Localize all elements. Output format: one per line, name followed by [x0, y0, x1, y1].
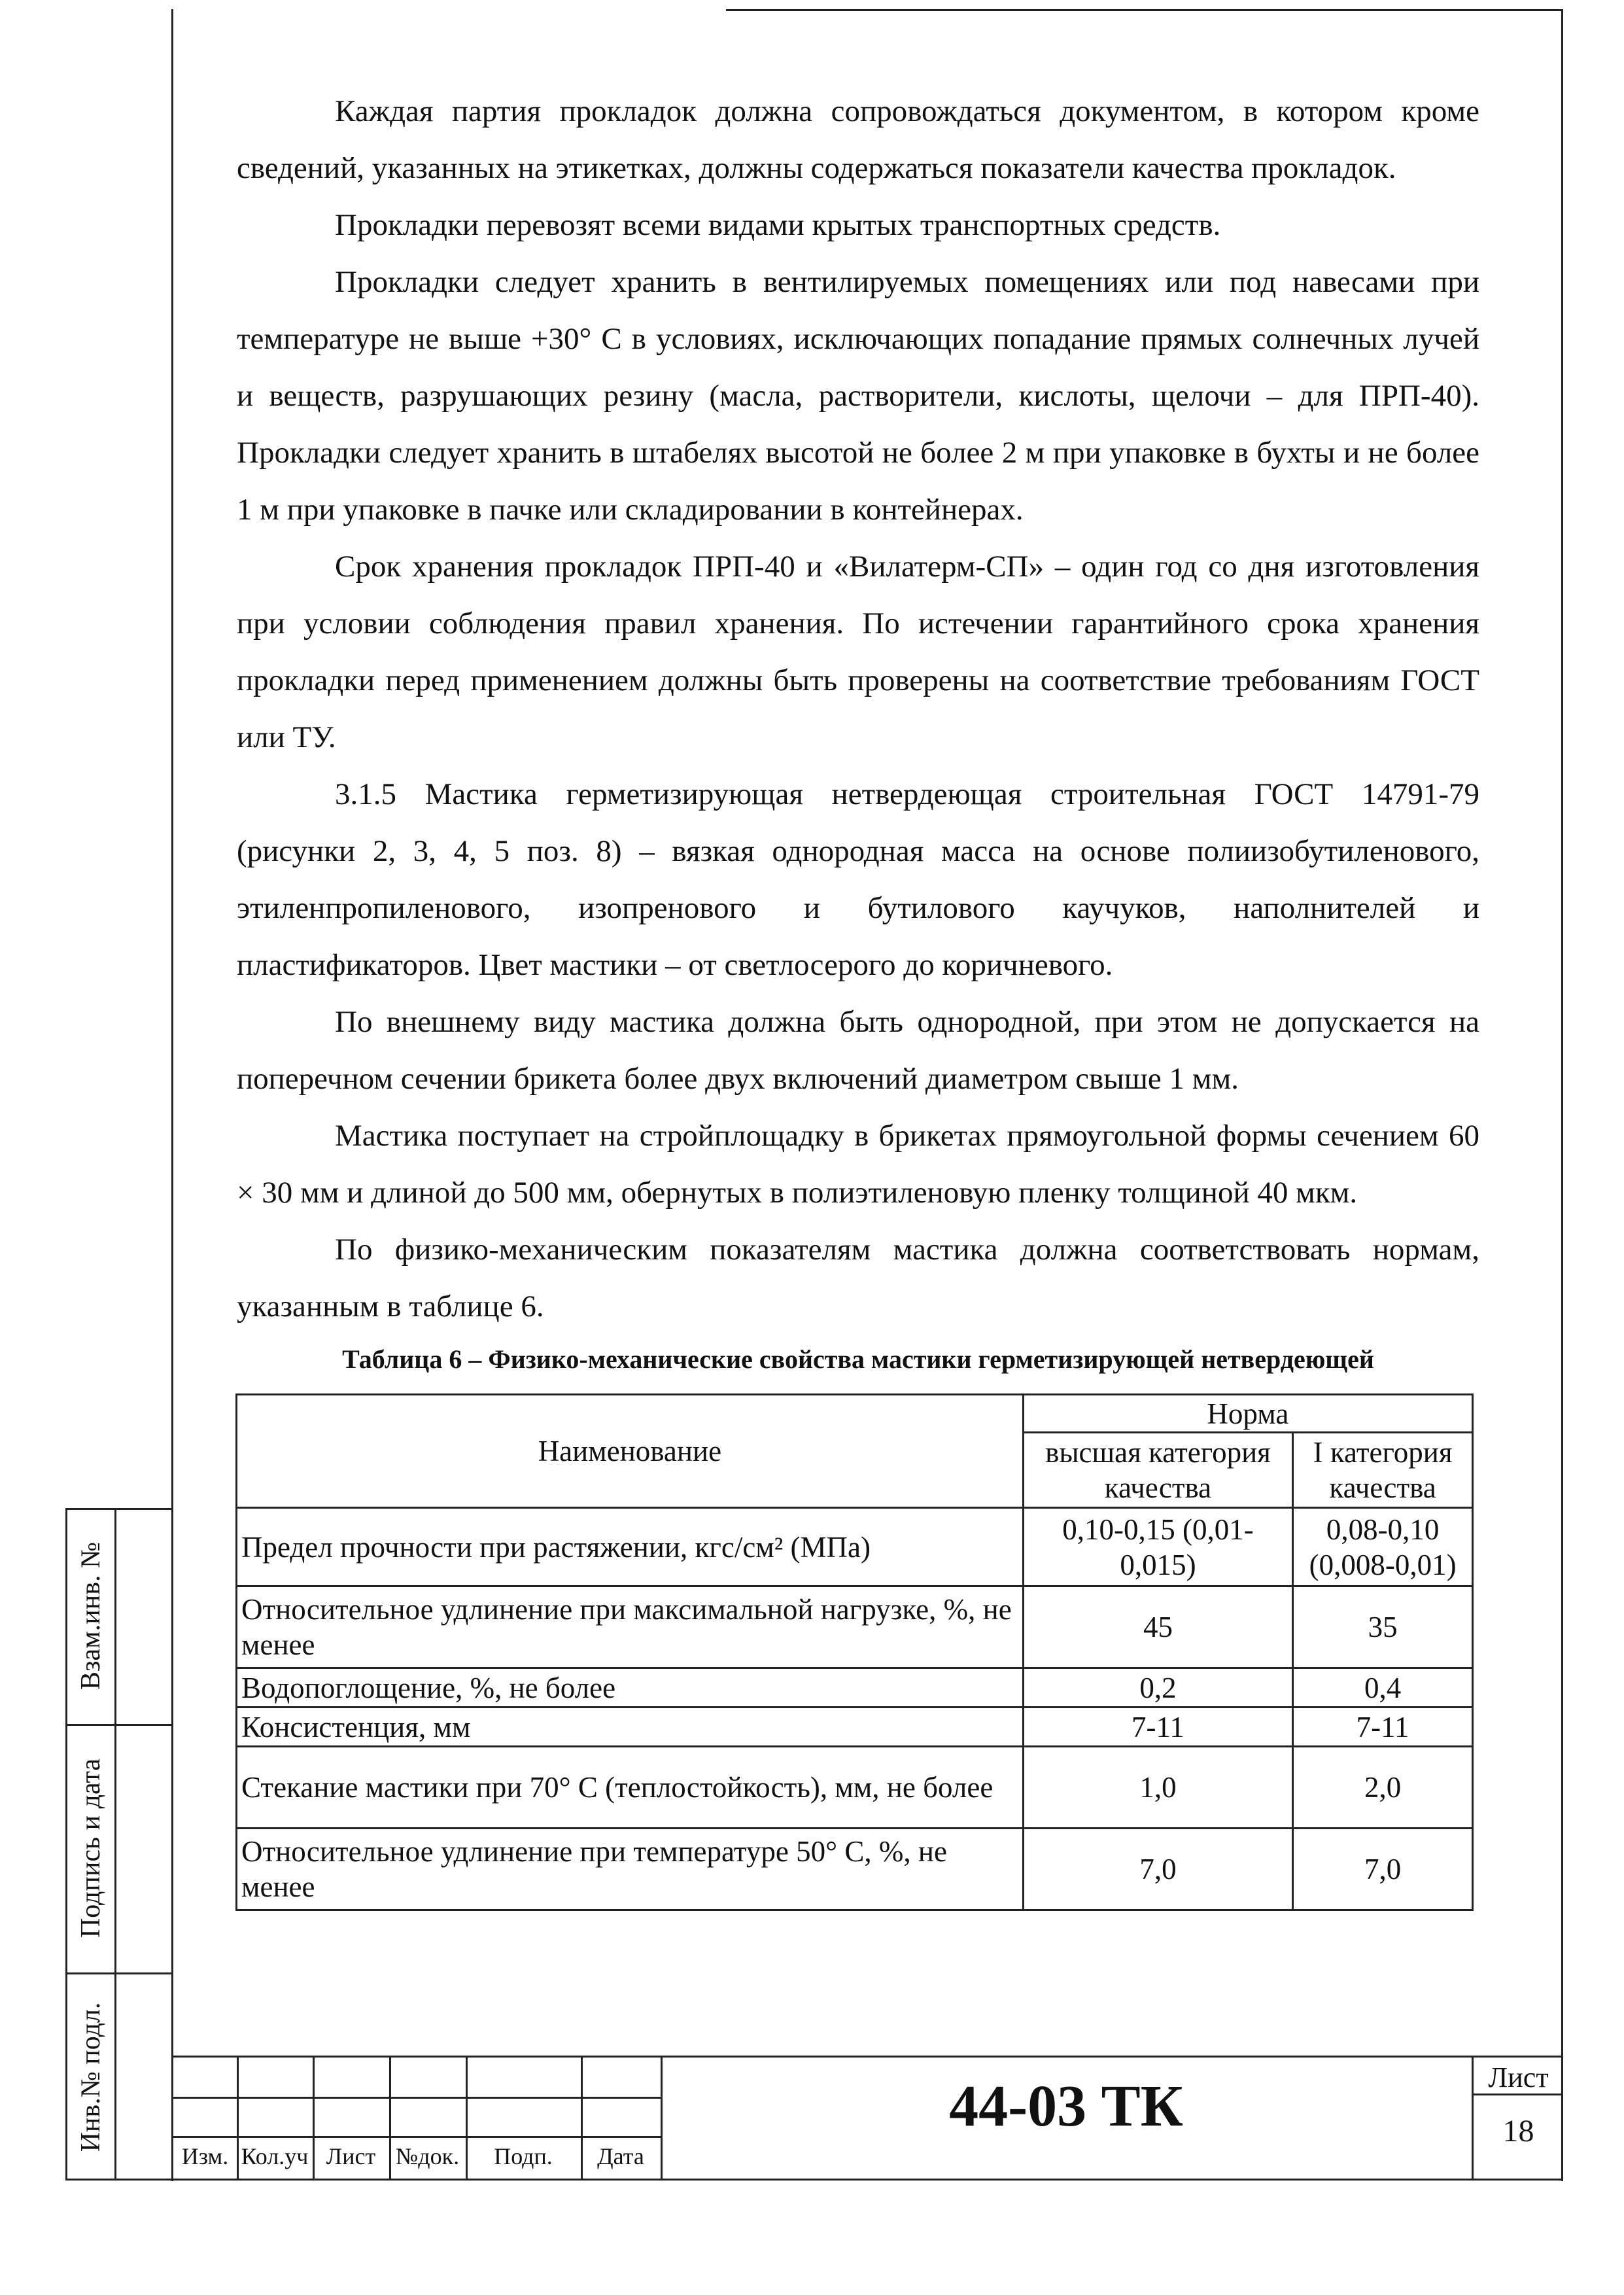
side-box-left: [65, 1508, 67, 2181]
header-norm: Норма: [1023, 1395, 1472, 1433]
stamp-col-podp: Подп.: [494, 2143, 553, 2169]
paragraph: По физико-механическим показателям мастика должна соответствовать нормам, указанным в таблице 6.: [237, 1233, 1479, 1323]
side-label-signature-date: Подпись и дата: [76, 1758, 106, 1938]
table-cell-v2: 0,08-0,10 (0,008-0,01): [1293, 1508, 1473, 1586]
header-name: Наименование: [237, 1395, 1024, 1508]
frame-left-line: [171, 9, 173, 2181]
header-cat-1: I категория качества: [1293, 1433, 1473, 1508]
table-cell-v1: 1,0: [1023, 1747, 1292, 1829]
paragraph: Прокладки следует хранить в вентилируемых помещениях или под навесами при температуре не выше +30° С в условиях, исключающих попадание прямых солнечных лучей и веществ, разрушающих резину (масла, растворители, кислоты, щелочи – для ПРП-40). Прокладки следует хранить в штабелях высотой не более 2 м при упаковке в бухты и не более 1 м при упаковке в пачке или складировании в контейнерах.: [237, 265, 1479, 527]
paragraph: По внешнему виду мастика должна быть однородной, при этом не допускается на поперечном сечении брикета более двух включений диаметром свыше 1 мм.: [237, 1005, 1479, 1096]
stamp-col-izm: Изм.: [181, 2143, 229, 2169]
table-cell-v2: 7,0: [1293, 1829, 1473, 1910]
table-cell-name: Водопоглощение, %, не более: [237, 1668, 1024, 1708]
paragraph: Мастика поступает на стройплощадку в брикетах прямоугольной формы сечением 60 × 30 мм и длиной до 500 мм, обернутых в полиэтиленовую пленку толщиной 40 мкм.: [237, 1119, 1479, 1210]
table-cell-v2: 2,0: [1293, 1747, 1473, 1829]
properties-table: [235, 1393, 1474, 1911]
frame-right-line: [1561, 9, 1563, 2181]
stamp-col-ndok: №док.: [395, 2143, 460, 2169]
stamp-col-kol-uch: Кол.уч: [241, 2143, 309, 2169]
stamp-row2: [171, 2136, 661, 2138]
frame-bottom-line: [65, 2179, 1563, 2181]
sheet-label: Лист: [1488, 2061, 1549, 2094]
paragraph: Прокладки перевозят всеми видами крытых транспортных средств.: [335, 208, 1221, 242]
table-caption: Таблица 6 – Физико-механические свойства мастики герметизирующей нетвердеющей: [342, 1344, 1374, 1374]
table-cell-v2: 0,4: [1293, 1668, 1473, 1708]
table-cell-v1: 45: [1023, 1586, 1292, 1668]
paragraph: Каждая партия прокладок должна сопровождаться документом, в котором кроме сведений, указанных на этикетках, должны содержаться показатели качества прокладок.: [237, 94, 1479, 185]
side-box-mid: [114, 1508, 116, 2181]
sheet-number: 18: [1502, 2114, 1534, 2148]
table-cell-name: Консистенция, мм: [237, 1708, 1024, 1747]
body-text: [237, 83, 1479, 1335]
stamp-col-data: Дата: [597, 2143, 644, 2169]
stamp-top: [171, 2056, 1563, 2058]
stamp-row1: [171, 2097, 661, 2099]
stamp-col-list: Лист: [326, 2143, 376, 2169]
table-cell-name: Относительное удлинение при температуре 50° С, %, не менее: [237, 1829, 1024, 1910]
table-cell-v1: 7,0: [1023, 1829, 1292, 1910]
table-cell-v1: 7-11: [1023, 1708, 1292, 1747]
side-label-inv-zam: Взам.инв. №: [76, 1541, 106, 1691]
table-cell-name: Относительное удлинение при максимальной нагрузке, %, не менее: [237, 1586, 1024, 1668]
document-code: 44-03 ТК: [949, 2074, 1183, 2139]
paragraph: 3.1.5 Мастика герметизирующая нетвердеющая строительная ГОСТ 14791-79 (рисунки 2, 3, 4, 5 поз. 8) – вязкая однородная масса на основе полиизобутиленового, этиленпропиленового, изопренового и бутилового каучуков, наполнителей и пластификаторов. Цвет мастики – от светлосерого до коричневого.: [237, 777, 1479, 982]
table-cell-v1: 0,10-0,15 (0,01-0,015): [1023, 1508, 1292, 1586]
table-cell-v1: 0,2: [1023, 1668, 1292, 1708]
side-label-inv-podl: Инв.№ подл.: [76, 2002, 106, 2152]
table-cell-name: Стекание мастики при 70° С (теплостойкость), мм, не более: [237, 1747, 1024, 1829]
table-cell-name: Предел прочности при растяжении, кгс/см² (МПа): [237, 1508, 1024, 1586]
frame-top-line: [726, 9, 1563, 11]
paragraph: Срок хранения прокладок ПРП-40 и «Вилатерм-СП» – один год со дня изготовления при условии соблюдения правил хранения. По истечении гарантийного срока хранения прокладки перед применением должны быть проверены на соответствие требованиям ГОСТ или ТУ.: [237, 550, 1479, 754]
table-cell-v2: 35: [1293, 1586, 1473, 1668]
table-cell-v2: 7-11: [1293, 1708, 1473, 1747]
header-cat-high: высшая категория качества: [1023, 1433, 1292, 1508]
